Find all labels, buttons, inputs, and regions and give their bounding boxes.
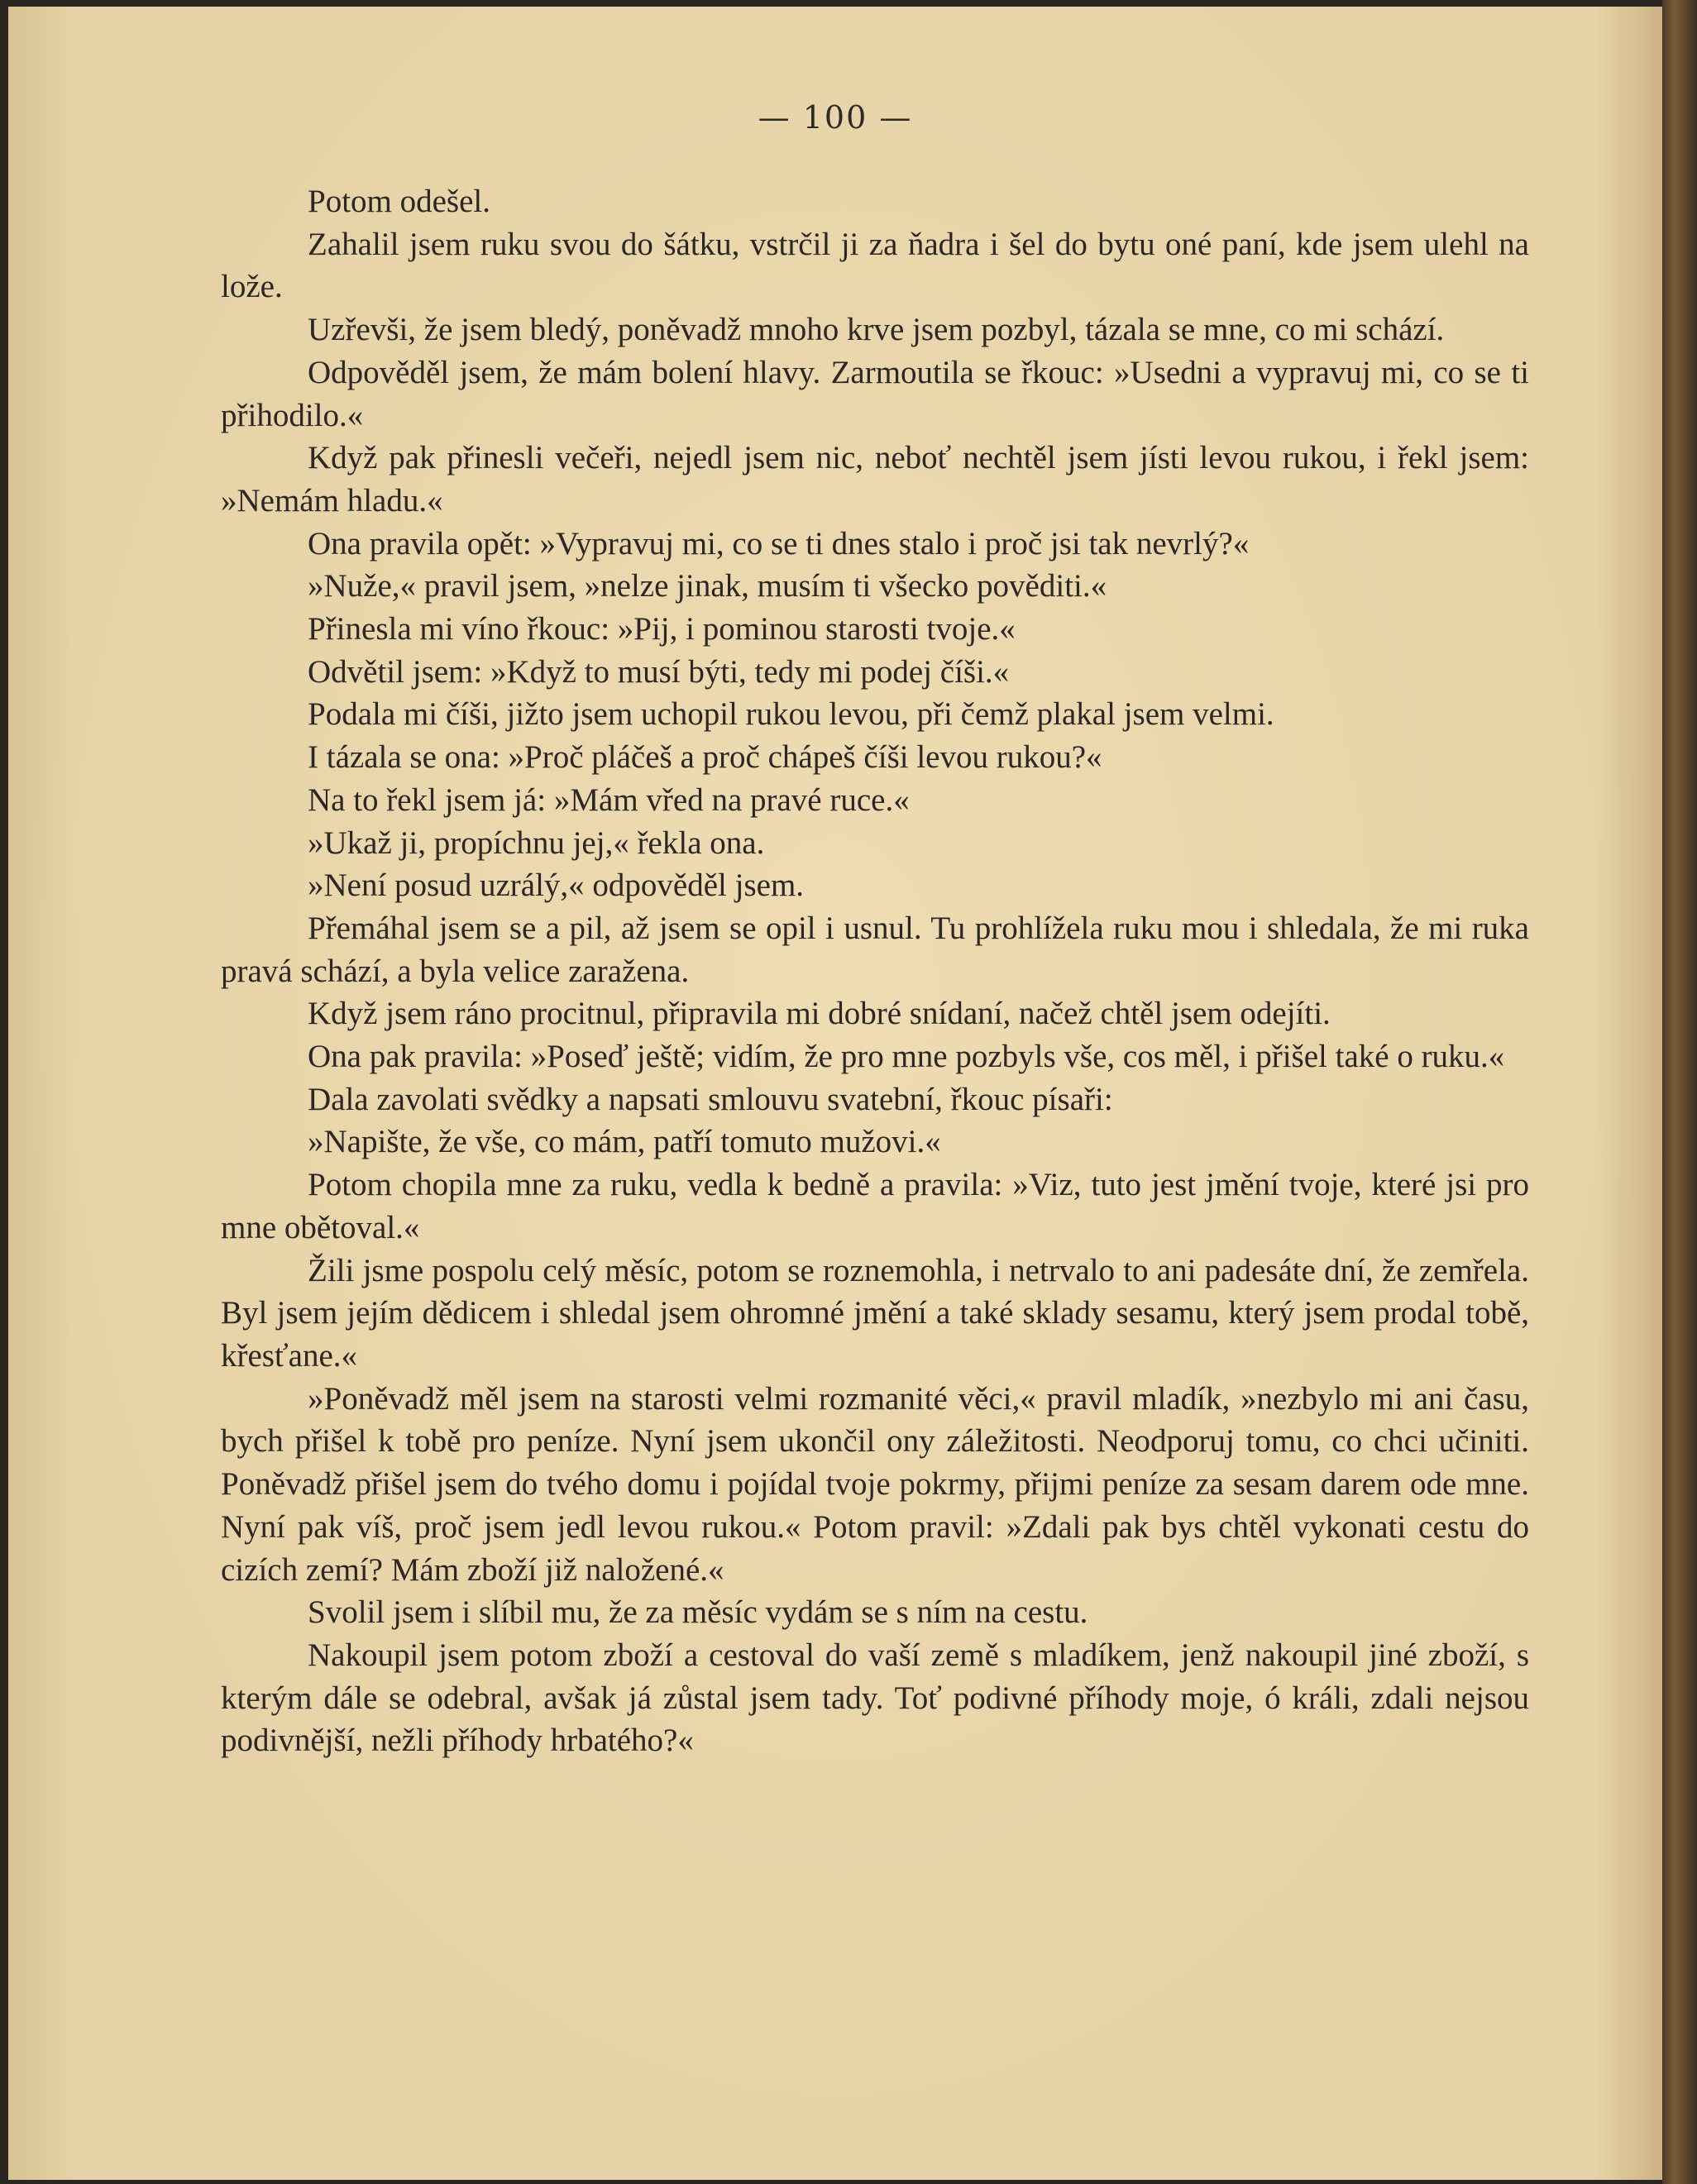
paragraph: Dala zavolati svědky a napsati smlouvu svatební, řkouc písaři:: [308, 1081, 1113, 1117]
paragraph: Potom chopila mne za ruku, vedla k bedně a pravila: »Viz, tuto jest jmění tvoje, které jsi pro mne obětoval.«: [221, 1167, 1529, 1245]
paragraph: Nakoupil jsem potom zboží a cestoval do vaší země s mladíkem, jenž nakoupil jiné zboží, s kterým dále se odebral, avšak já zůstal jsem tady. Toť podivné příhody moje, ó králi, zdali nejsou podivnější, nežli příhody hrbatého?«: [221, 1637, 1529, 1759]
paragraph: »Nuže,« pravil jsem, »nelze jinak, musím ti všecko pověditi.«: [308, 568, 1107, 605]
paragraph: Podala mi číši, jižto jsem uchopil rukou levou, při čemž plakal jsem velmi.: [308, 696, 1274, 733]
paragraph: Zahalil jsem ruku svou do šátku, vstrčil ji za ňadra i šel do bytu oné paní, kde jsem ulehl na lože.: [221, 226, 1529, 305]
paragraph: Odvětil jsem: »Když to musí býti, tedy mi podej číši.«: [308, 653, 1010, 690]
paragraph: I tázala se ona: »Proč pláčeš a proč chápeš číši levou rukou?«: [308, 739, 1102, 776]
paragraph: Svolil jsem i slíbil mu, že za měsíc vydám se s ním na cestu.: [308, 1594, 1088, 1631]
paragraph: Když pak přinesli večeři, nejedl jsem nic, neboť nechtěl jsem jísti levou rukou, i řekl jsem: »Nemám hladu.«: [221, 440, 1529, 519]
paragraph: Přinesla mi víno řkouc: »Pij, i pominou starosti tvoje.«: [308, 611, 1016, 648]
paragraph: »Není posud uzrálý,« odpověděl jsem.: [308, 867, 805, 904]
paragraph: Odpověděl jsem, že mám bolení hlavy. Zarmoutila se řkouc: »Usedni a vypravuj mi, co se ti přihodilo.«: [221, 354, 1529, 433]
paragraph: »Ukaž ji, propíchnu jej,« řekla ona.: [308, 824, 765, 861]
paragraph: Ona pravila opět: »Vypravuj mi, co se ti dnes stalo i proč jsi tak nevrlý?«: [308, 525, 1250, 562]
paragraph: Přemáhal jsem se a pil, až jsem se opil i usnul. Tu prohlížela ruku mou i shledala, že mi ruka pravá schází, a byla velice zaražena.: [221, 910, 1529, 989]
page-number: — 100 —: [758, 99, 913, 136]
body-text: [221, 180, 1529, 1762]
paragraph: »Poněvadž měl jsem na starosti velmi rozmanité věci,« pravil mladík, »nezbylo mi ani času, bych přišel k tobě pro peníze. Nyní jsem ukončil ony záležitosti. Neodporuj tomu, co chci učiniti. Poněvadž přišel jsem do tvého domu i pojídal tvoje pokrmy, přijmi peníze za sesam darem ode mne. Nyní pak víš, proč jsem jedl levou rukou.« Potom pravil: »Zdali pak bys chtěl vykonati cestu do cizích zemí? Mám zboží již naložené.«: [221, 1380, 1529, 1588]
paragraph: Potom odešel.: [308, 184, 490, 219]
book-page: [8, 7, 1662, 2180]
paragraph: Uzřevši, že jsem bledý, poněvadž mnoho krve jsem pozbyl, tázala se mne, co mi schází.: [308, 312, 1445, 348]
paragraph: Ona pak pravila: »Poseď ještě; vidím, že pro mne pozbyls vše, cos měl, i přišel také o ruku.«: [308, 1039, 1505, 1075]
paragraph: Na to řekl jsem já: »Mám vřed na pravé ruce.«: [308, 781, 910, 818]
paragraph: »Napište, že vše, co mám, patří tomuto mužovi.«: [308, 1124, 941, 1160]
book-spine-edge: [1662, 0, 1697, 2184]
paragraph: Když jsem ráno procitnul, připravila mi dobré snídaní, načež chtěl jsem odejíti.: [308, 996, 1331, 1032]
paragraph: Žili jsme pospolu celý měsíc, potom se roznemohla, i netrvalo to ani padesáte dní, že zemřela. Byl jsem jejím dědicem i shledal jsem ohromné jmění a také sklady sesamu, který jsem prodal tobě, křesťane.«: [221, 1252, 1529, 1374]
